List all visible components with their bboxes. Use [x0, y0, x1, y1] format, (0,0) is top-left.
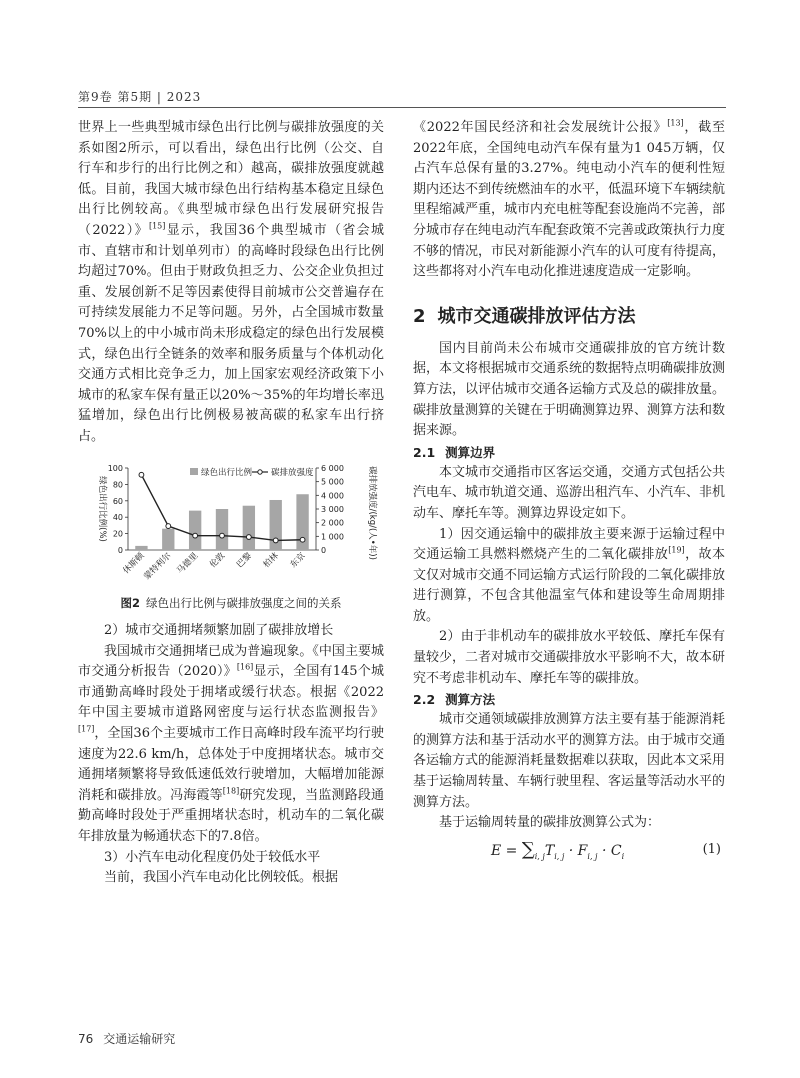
running-header: 第9卷 第5期 | 2023	[78, 90, 202, 104]
line-point	[193, 533, 198, 538]
paragraph: 《2022年国民经济和社会发展统计公报》[13]，截至2022年底，全国纯电动汽车保有量为1 045万辆，仅占汽车总保有量的3.27%。纯电动小汽车的便利性短期内还达不到传统燃油车的水平，低温环境下车辆续航里程缩减严重，城市内充电桩等配套设施尚不完善，部分城市存在纯电动汽车配套政策不完善或政策执行力度不够的情况，市民对新能源小汽车的认可度有待提高，这些都将对小汽车电动化推进速度造成一定影响。	[413, 118, 726, 280]
chart	[78, 456, 384, 591]
left-tick-label: 20	[112, 529, 123, 539]
left-tick-label: 60	[112, 496, 123, 506]
legend-bar-swatch	[190, 468, 198, 475]
list-item: 2）城市交通拥堵频繁加剧了碳排放增长	[104, 623, 334, 639]
header-rule	[78, 107, 726, 108]
page-footer	[78, 1030, 175, 1047]
bar	[189, 510, 201, 549]
bar	[162, 528, 174, 549]
equation-number: (1)	[702, 841, 721, 857]
citation[interactable]: [13]	[667, 118, 684, 128]
citation[interactable]: [18]	[222, 786, 240, 796]
legend-bar-label: 绿色出行比例	[201, 467, 253, 478]
right-tick-label: 5 000	[321, 477, 344, 487]
right-tick-label: 2 000	[321, 518, 344, 528]
paragraph: 当前，我国小汽车电动化比例较低。根据	[104, 870, 339, 886]
x-tick-label: 巴黎	[234, 550, 254, 570]
legend-line-label: 碳排放强度	[271, 467, 314, 478]
line-point	[273, 538, 278, 543]
journal-name: 交通运输研究	[103, 1032, 176, 1046]
x-tick-label: 马德里	[175, 550, 201, 576]
list-item: 2）由于非机动车的碳排放水平较低、摩托车保有量较少，二者对城市交通碳排放水平影响不大，故本研究不考虑非机动车、摩托车等的碳排放。	[413, 629, 726, 686]
x-tick-label: 东京	[288, 550, 308, 570]
left-tick-label: 40	[112, 512, 123, 522]
paragraph: 基于运输周转量的碳排放测算公式为：	[439, 815, 661, 831]
bar	[135, 545, 147, 549]
left-tick-label: 80	[112, 479, 123, 489]
subsection-heading: 2.1 测算边界	[413, 444, 496, 460]
left-tick-label: 0	[117, 545, 123, 555]
line-point	[246, 534, 251, 539]
right-tick-label: 6 000	[321, 463, 344, 473]
left-tick-label: 100	[107, 463, 123, 473]
paragraph: 城市交通领域碳排放测算方法主要有基于能源消耗的测算方法和基于活动水平的测算方法。由于城市交通各运输方式的能源消耗量数据难以获取，因此本文采用基于运输周转量、车辆行驶里程、客运量等活动水平的测算方法。	[413, 712, 726, 810]
line-point	[166, 523, 171, 528]
figure-caption: 图2 绿色出行比例与碳排放强度之间的关系	[120, 595, 342, 610]
right-axis-title: 碳排放强度/(kg/(人•年))	[367, 465, 377, 560]
right-tick-label: 3 000	[321, 504, 344, 514]
citation[interactable]: [17]	[78, 724, 95, 734]
equation-1	[413, 836, 725, 872]
section-heading: 2 城市交通碳排放评估方法	[413, 305, 636, 327]
citation[interactable]: [19]	[668, 545, 685, 555]
list-item: 1）因交通运输中的碳排放主要来源于运输过程中交通运输工具燃料燃烧产生的二氧化碳排放[19]，故本文仅对城市交通不同运输方式运行阶段的二氧化碳排放进行测算，不包含其他温室气体和建设等生命周期排放。	[413, 526, 726, 624]
x-tick-label: 柏林	[261, 550, 281, 570]
equation-body: $E = \sum_{i, j}T_{i, j} \cdot F_{i, j} \cdot C_i$	[491, 838, 625, 861]
paragraph: 我国城市交通拥堵已成为普遍现象。《中国主要城市交通分析报告（2020）》[16]显示，全国有145个城市通勤高峰时段处于拥堵或缓行状态。根据《2022年中国主要城市道路网密度与运行状态监测报告》[17]，全国36个主要城市工作日高峰时段车流平均行驶速度为22.6 km/h，总体处于中度拥堵状态。城市交通拥堵频繁将导致低速低效行驶增加，大幅增加能源消耗和碳排放。冯海霞等[18]研究发现，当监测路段通勤高峰时段处于严重拥堵状态时，机动车的二氧化碳年排放量为畅通状态下的7.8倍。	[78, 643, 384, 845]
paragraph: 本文城市交通指市区客运交通，交通方式包括公共汽电车、城市轨道交通、巡游出租汽车、小汽车、非机动车、摩托车等。测算边界设定如下。	[413, 464, 726, 521]
citation[interactable]: [15]	[148, 221, 166, 231]
page-number: 76	[78, 1032, 94, 1046]
right-column	[413, 118, 725, 872]
paragraph: 世界上一些典型城市绿色出行比例与碳排放强度的关系如图2所示，可以看出，绿色出行比例（公交、自行车和步行的出行比例之和）越高，碳排放强度就越低。目前，我国大城市绿色出行结构基本稳定且绿色出行比例较高。《典型城市绿色出行发展研究报告（2022）》[15]显示，我国36个典型城市（省会城市、直辖市和计划单列市）的高峰时段绿色出行比例均超过70%。但由于财政负担乏力、公交企业负担过重、发展创新不足等因素使得目前城市公交普遍存在可持续发展能力不足等问题。另外，占全国城市数量70%以上的中小城市尚未形成稳定的绿色出行发展模式，绿色出行全链条的效率和服务质量与个体机动化交通方式相比竞争乏力，加上国家宏观经济政策下小城市的私家车保有量正以20%～35%的年均增长率迅猛增加，绿色出行比例极易被高碳的私家车出行挤占。	[78, 120, 384, 444]
legend-line-marker	[258, 469, 262, 473]
line-point	[300, 537, 305, 542]
left-column	[78, 118, 384, 889]
left-axis-title: 绿色出行比例(%)	[97, 475, 107, 542]
bar	[243, 505, 255, 549]
citation[interactable]: [16]	[236, 662, 254, 672]
x-tick-label: 蒙特利尔	[142, 550, 174, 582]
figure-2	[78, 456, 384, 591]
subsection-heading: 2.2 测算方法	[413, 692, 496, 708]
right-tick-label: 0	[321, 545, 327, 555]
x-tick-label: 伦敦	[208, 550, 228, 570]
x-tick-label: 休斯顿	[121, 550, 147, 576]
line-point	[220, 533, 225, 538]
right-tick-label: 4 000	[321, 490, 344, 500]
right-tick-label: 1 000	[321, 531, 344, 541]
list-item: 3）小汽车电动化程度仍处于较低水平	[104, 849, 321, 865]
line-point	[139, 472, 144, 477]
bar	[216, 509, 228, 550]
paragraph: 国内目前尚未公布城市交通碳排放的官方统计数据，本文将根据城市交通系统的数据特点明确碳排放测算方法，以评估城市交通各运输方式及总的碳排放量。碳排放量测算的关键在于明确测算边界、测算方法和数据来源。	[413, 340, 726, 439]
